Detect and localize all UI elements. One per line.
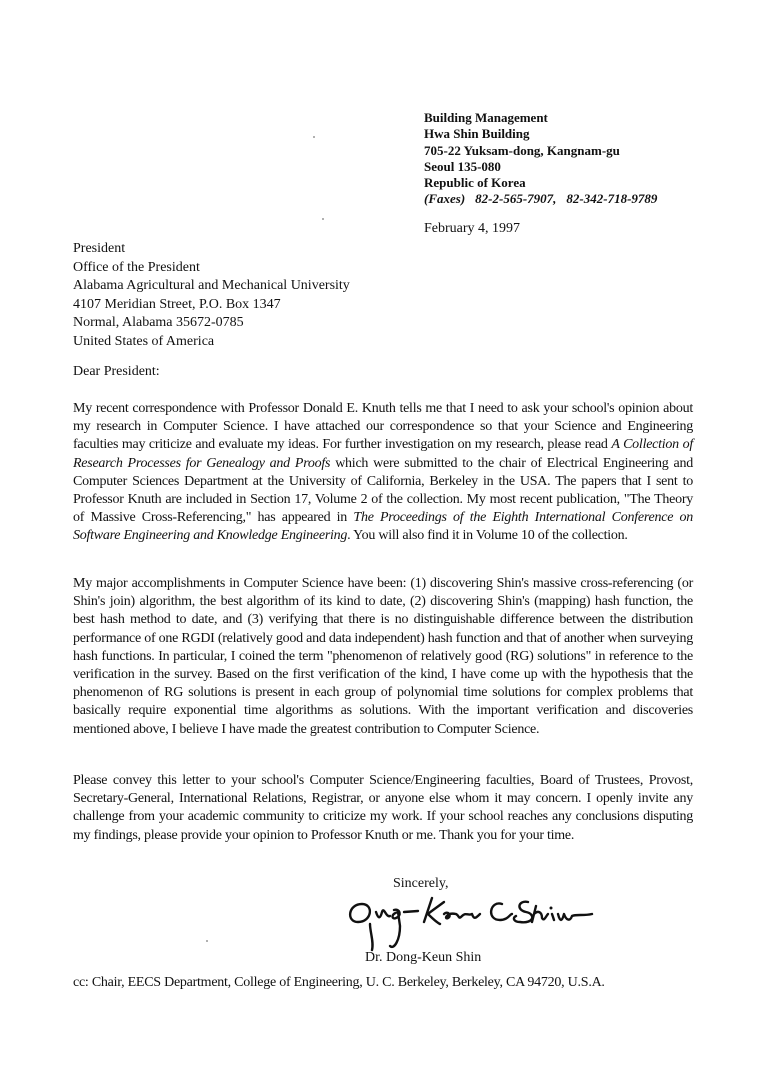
recipient-line-3: Alabama Agricultural and Mechanical University bbox=[73, 278, 350, 294]
sender-line-1: Building Management bbox=[424, 110, 548, 125]
recipient-line-6: United States of America bbox=[73, 333, 215, 349]
fax-number-1: 82-2-565-7907, bbox=[475, 191, 557, 207]
recipient-address-block bbox=[73, 240, 350, 352]
salutation: Dear President: bbox=[73, 364, 160, 379]
scan-speck bbox=[322, 218, 324, 220]
letter-date: February 4, 1997 bbox=[424, 221, 521, 236]
body-paragraph-1 bbox=[73, 400, 693, 546]
paragraph-1-text-c: which were submitted to the chair of Electrical Engineering and Computer Sciences Department at the University of California, Berkeley in the USA. The papers that I sent to Professor Knuth are included in Section 17, Volume 2 of the collection. My most recent publication, "The Theory of Massive Cross-Referencing," has appeared in bbox=[73, 455, 693, 526]
body-paragraph-3: Please convey this letter to your school's Computer Science/Engineering faculties, Board of Trustees, Provost, Secretary-General, International Relations, Registrar, or anyone else whom it may concern. I openly invite any challenge from your academic community to criticize my work. If your school reaches any conclusions disputing my findings, please provide your opinion to Professor Knuth or me. Thank you for your time. bbox=[73, 773, 693, 843]
fax-label: (Faxes) bbox=[424, 191, 466, 207]
recipient-line-4: 4107 Meridian Street, P.O. Box 1347 bbox=[73, 296, 281, 312]
sender-line-3: 705-22 Yuksam-dong, Kangnam-gu bbox=[424, 142, 620, 158]
signature-dots bbox=[550, 907, 553, 910]
sender-line-5: Republic of Korea bbox=[424, 175, 526, 191]
collection-title: A Collection of Research Processes for Genealogy and Proofs bbox=[73, 437, 693, 471]
scan-speck bbox=[313, 136, 315, 138]
body-paragraph-2: My major accomplishments in Computer Science have been: (1) discovering Shin's massive cross-referencing (or Shin's join) algorithm, the best algorithm of its kind to date, (2) discovering Shin's (mapping) hash function, the best hash method to date, and (3) verifying that there is no distinguishable difference between the distribution performance of one RGDI (relatively good and data independent) hash function and that of another when surveying hash functions. In particular, I coined the term "phenomenon of relatively good (RG) solutions" in reference to the verification in the survey. Based on the first verification of the kind, I have come up with the hypothesis that the phenomenon of RG solutions is present in each group of polynomial time solutions for complex problems that basically require exponential time algorithms as solutions. With the important verification and discoveries mentioned above, I believe I have made the greatest contribution to Computer Science. bbox=[73, 576, 693, 737]
recipient-line-5: Normal, Alabama 35672-0785 bbox=[73, 315, 244, 331]
recipient-line-1: President bbox=[73, 241, 126, 256]
sender-line-2: Hwa Shin Building bbox=[424, 126, 530, 142]
proceedings-title: The Proceedings of the Eighth International Conference on Software Engineering and Knowledge Engineering bbox=[73, 510, 693, 544]
paragraph-1-text-e: . You will also find it in Volume 10 of the collection. bbox=[347, 528, 628, 544]
scan-speck bbox=[206, 940, 208, 942]
signer-name: Dr. Dong-Keun Shin bbox=[365, 950, 482, 965]
carbon-copy-line: cc: Chair, EECS Department, College of Engineering, U. C. Berkeley, Berkeley, CA 94720, U.S.A. bbox=[73, 975, 605, 990]
paragraph-1-text-a: My recent correspondence with Professor Donald E. Knuth tells me that I need to ask your school's opinion about my research in Computer Science. I have attached our correspondence so that your Science and Engineering faculties may criticize and evaluate my ideas. For further investigation on my research, please read bbox=[73, 401, 693, 453]
fax-number-2: 82-342-718-9789 bbox=[566, 191, 658, 207]
sender-line-4: Seoul 135-080 bbox=[424, 158, 501, 174]
closing: Sincerely, bbox=[393, 876, 449, 891]
handwritten-signature bbox=[340, 892, 610, 954]
recipient-line-2: Office of the President bbox=[73, 259, 200, 275]
sender-address-block bbox=[424, 110, 657, 208]
sender-fax-line bbox=[424, 191, 657, 207]
